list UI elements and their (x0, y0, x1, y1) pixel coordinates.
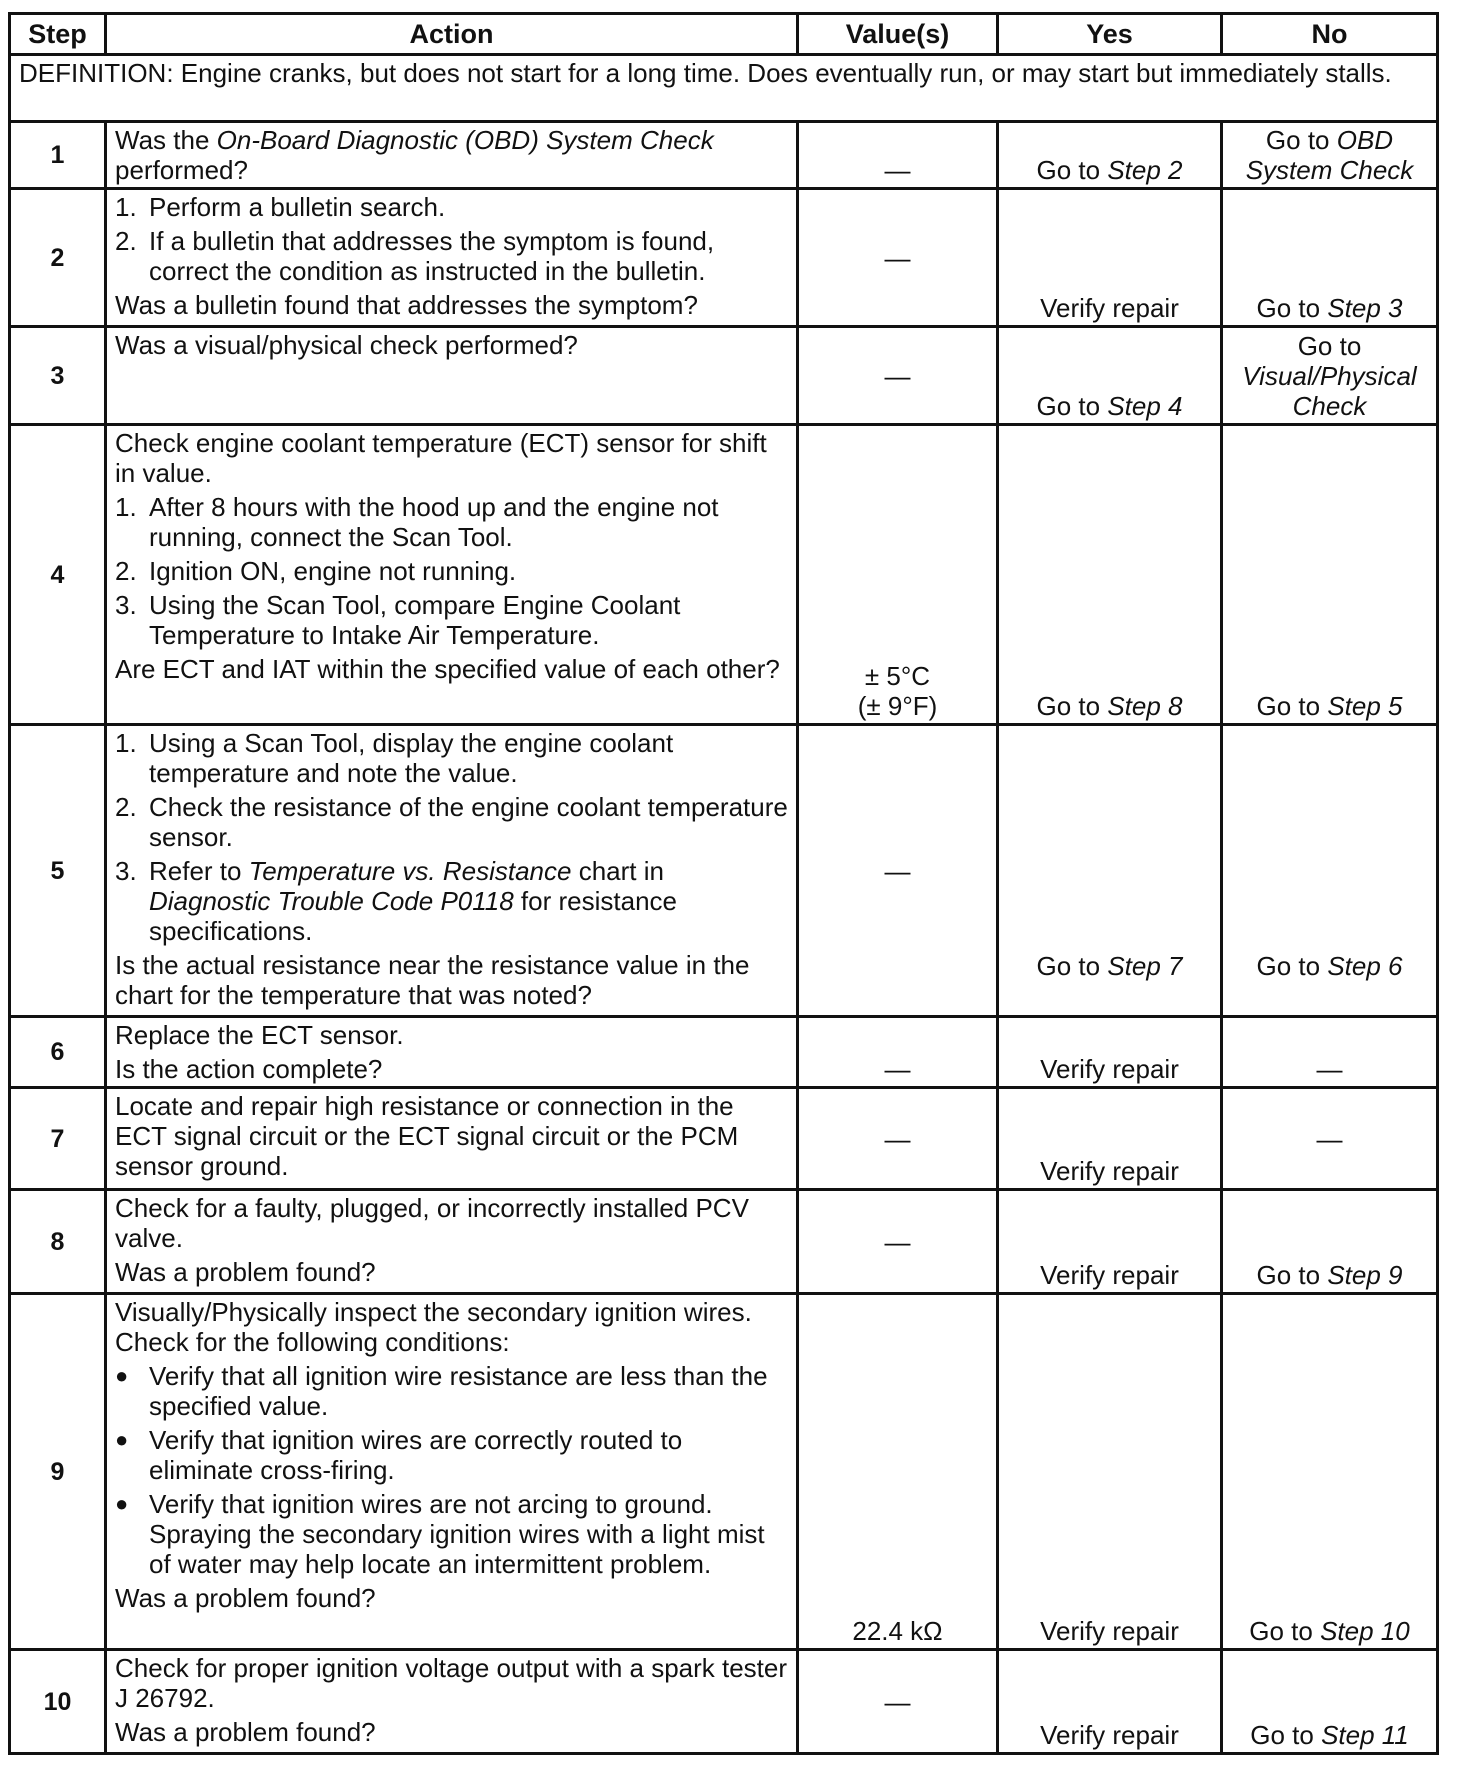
no-cell: Go to OBD System Check (1222, 122, 1438, 189)
value-cell: — (798, 1650, 998, 1754)
value-cell: — (798, 327, 998, 425)
definition-text: DEFINITION: Engine cranks, but does not start for a long time. Does eventually run, or may start but immediately stalls. (10, 55, 1438, 122)
table-row (10, 327, 1438, 425)
table-row (10, 1190, 1438, 1294)
step-number: 8 (10, 1190, 106, 1294)
step-number: 5 (10, 725, 106, 1017)
header-step: Step (10, 14, 106, 55)
action-cell: Check for a faulty, plugged, or incorrectly installed PCV valve. Was a problem found? (106, 1190, 798, 1294)
action-cell: Check engine coolant temperature (ECT) sensor for shift in value. 1. After 8 hours with the hood up and the engine not running, connect the Scan Tool. 2. Ignition ON, engine not running. 3. Using the Scan Tool, compare Engine Coolant Temperature to Intake Air Temperature. Are ECT and IAT within the specified value of each other? (106, 425, 798, 725)
step-number: 3 (10, 327, 106, 425)
action-cell: Visually/Physically inspect the secondary ignition wires. Check for the following conditions: ● Verify that all ignition wire resistance are less than the specified value. ● Verify that ignition wires are correctly routed to eliminate cross-firing. ● Verify that ignition wires are not arcing to ground. Spraying the secondary ignition wires with a light mist of water may help locate an intermittent problem. Was a problem found? (106, 1294, 798, 1650)
header-row (10, 14, 1438, 55)
table-row (10, 725, 1438, 1017)
step-number: 4 (10, 425, 106, 725)
value-cell: — (798, 1190, 998, 1294)
header-values: Value(s) (798, 14, 998, 55)
step-number: 2 (10, 189, 106, 327)
table-row (10, 189, 1438, 327)
value-cell: — (798, 122, 998, 189)
no-cell: Go to Step 9 (1222, 1190, 1438, 1294)
action-cell: Locate and repair high resistance or connection in the ECT signal circuit or the ECT signal circuit or the PCM sensor ground. (106, 1088, 798, 1190)
table-row (10, 1088, 1438, 1190)
table-row (10, 425, 1438, 725)
step-number: 9 (10, 1294, 106, 1650)
header-yes: Yes (998, 14, 1222, 55)
action-cell: Replace the ECT sensor. Is the action complete? (106, 1017, 798, 1088)
header-action: Action (106, 14, 798, 55)
action-cell: 1. Using a Scan Tool, display the engine coolant temperature and note the value. 2. Check the resistance of the engine coolant temperature sensor. 3. Refer to Temperature vs. Resistance chart in Diagnostic Trouble Code P0118 for resistance specifications. Is the actual resistance near the resistance value in the chart for the temperature that was noted? (106, 725, 798, 1017)
table-row (10, 1650, 1438, 1754)
yes-cell: Verify repair (998, 189, 1222, 327)
no-cell: Go to Step 10 (1222, 1294, 1438, 1650)
action-cell: Was a visual/physical check performed? (106, 327, 798, 425)
table-row (10, 122, 1438, 189)
no-cell: Go to Step 3 (1222, 189, 1438, 327)
definition-row (10, 55, 1438, 122)
no-cell: — (1222, 1017, 1438, 1088)
value-cell: ± 5°C (± 9°F) (798, 425, 998, 725)
action-cell: 1. Perform a bulletin search. 2. If a bulletin that addresses the symptom is found, correct the condition as instructed in the bulletin. Was a bulletin found that addresses the symptom? (106, 189, 798, 327)
yes-cell: Verify repair (998, 1190, 1222, 1294)
step-number: 7 (10, 1088, 106, 1190)
step-number: 6 (10, 1017, 106, 1088)
table-row (10, 1017, 1438, 1088)
yes-cell: Verify repair (998, 1294, 1222, 1650)
no-cell: Go to Step 5 (1222, 425, 1438, 725)
yes-cell: Go to Step 4 (998, 327, 1222, 425)
yes-cell: Go to Step 2 (998, 122, 1222, 189)
yes-cell: Go to Step 8 (998, 425, 1222, 725)
no-cell: Go to Visual/Physical Check (1222, 327, 1438, 425)
yes-cell: Verify repair (998, 1088, 1222, 1190)
diagnostic-table (8, 12, 1439, 1755)
action-cell: Was the On-Board Diagnostic (OBD) System Check performed? (106, 122, 798, 189)
action-cell: Check for proper ignition voltage output with a spark tester J 26792. Was a problem found? (106, 1650, 798, 1754)
value-cell: — (798, 189, 998, 327)
no-cell: Go to Step 6 (1222, 725, 1438, 1017)
header-no: No (1222, 14, 1438, 55)
step-number: 10 (10, 1650, 106, 1754)
value-cell: 22.4 kΩ (798, 1294, 998, 1650)
yes-cell: Go to Step 7 (998, 725, 1222, 1017)
yes-cell: Verify repair (998, 1650, 1222, 1754)
yes-cell: Verify repair (998, 1017, 1222, 1088)
value-cell: — (798, 725, 998, 1017)
step-number: 1 (10, 122, 106, 189)
table-row (10, 1294, 1438, 1650)
value-cell: — (798, 1088, 998, 1190)
no-cell: Go to Step 11 (1222, 1650, 1438, 1754)
value-cell: — (798, 1017, 998, 1088)
no-cell: — (1222, 1088, 1438, 1190)
